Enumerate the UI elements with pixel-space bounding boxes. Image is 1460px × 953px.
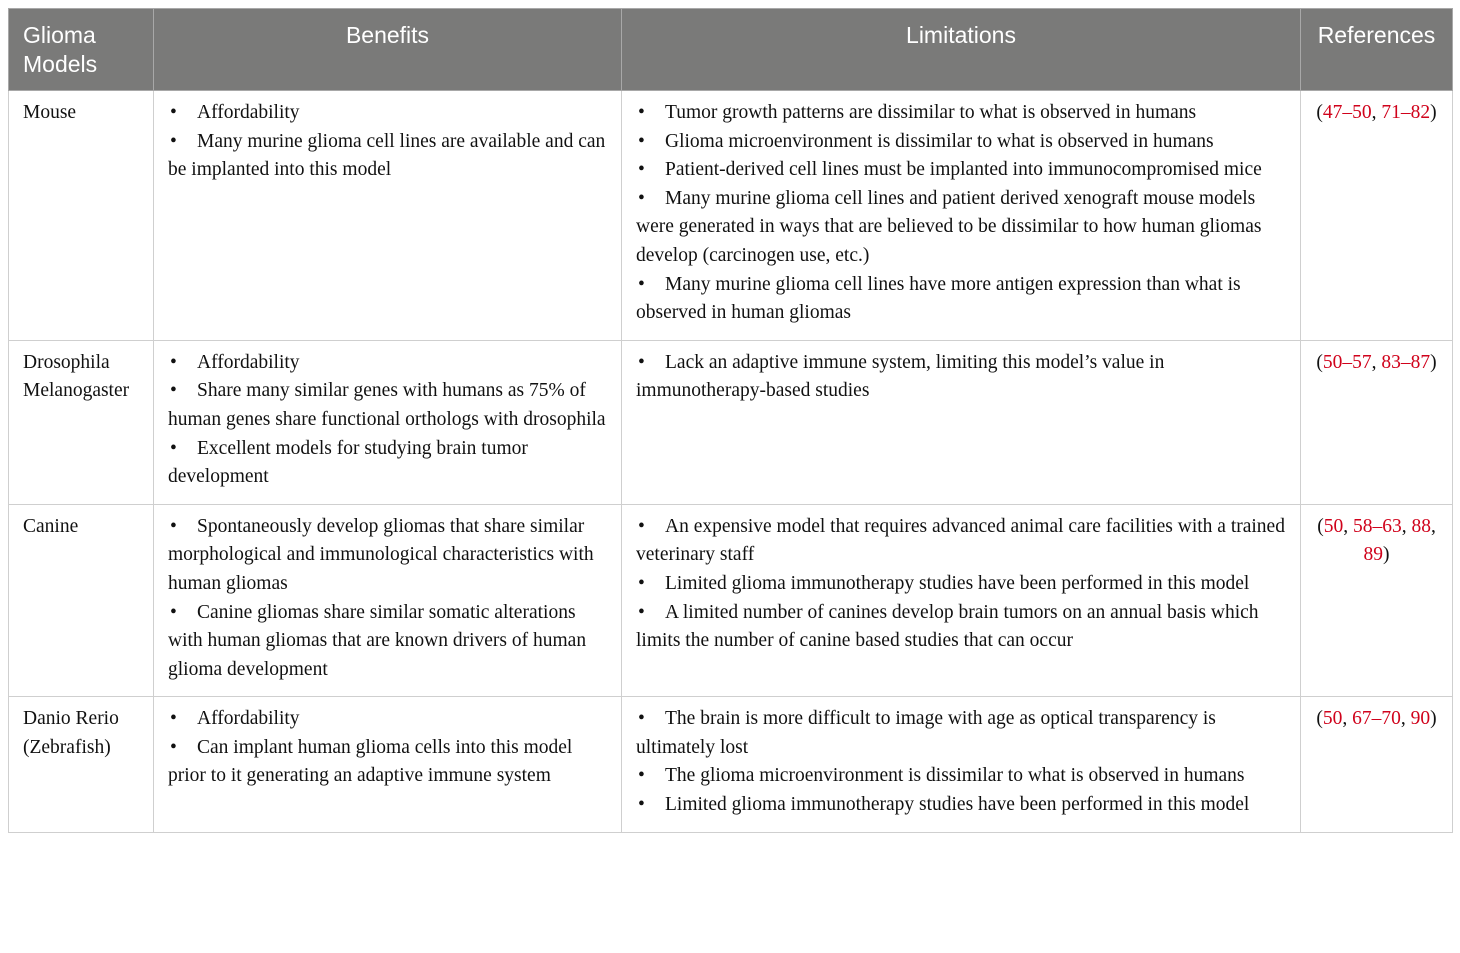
table-header — [9, 9, 1453, 91]
header-glioma-models: Glioma Models — [9, 9, 154, 91]
glioma-models-table — [8, 8, 1453, 833]
reference-link[interactable]: 50 — [1323, 515, 1344, 537]
bullet-icon: • — [638, 515, 645, 537]
benefit-text: Affordability — [197, 351, 300, 373]
limitation-item — [636, 570, 1286, 599]
limitation-text: Many murine glioma cell lines have more antigen expression than what is observed in human gliomas — [636, 273, 1241, 324]
reference-link[interactable]: 50–57 — [1322, 351, 1372, 373]
benefit-list — [168, 513, 607, 685]
reference-link[interactable]: 90 — [1410, 708, 1431, 730]
limitation-text: Patient-derived cell lines must be implanted into immunocompromised mice — [665, 159, 1262, 181]
benefit-list — [168, 349, 607, 492]
reference-link[interactable]: 50 — [1322, 708, 1343, 730]
ref-separator: , — [1401, 515, 1412, 537]
bullet-icon: • — [638, 187, 645, 209]
table-row — [9, 340, 1453, 504]
bullet-icon: • — [638, 159, 645, 181]
reference-link[interactable]: 67–70 — [1352, 708, 1401, 730]
model-name-cell: Danio Rerio (Zebrafish) — [9, 697, 154, 832]
bullet-icon: • — [170, 380, 177, 402]
limitation-text: The brain is more difficult to image with age as optical transparency is ultimately lost — [636, 708, 1216, 758]
benefit-item — [168, 435, 607, 492]
reference-link[interactable]: 88 — [1411, 515, 1431, 537]
table-row — [9, 504, 1453, 697]
ref-separator: , — [1371, 351, 1382, 373]
limitations-cell — [622, 504, 1301, 697]
bullet-icon: • — [170, 130, 177, 152]
benefit-text: Spontaneously develop gliomas that share similar morphological and immunological characteristics with human gliomas — [168, 515, 594, 594]
reference-link[interactable]: 71–82 — [1381, 102, 1431, 123]
ref-open-paren: ( — [1316, 351, 1323, 373]
ref-close-paren: ) — [1430, 708, 1437, 730]
reference-link[interactable]: 83–87 — [1381, 351, 1431, 373]
bullet-icon: • — [170, 601, 177, 623]
bullet-icon: • — [170, 351, 177, 373]
references-cell — [1301, 340, 1453, 504]
limitation-text: Limited glioma immunotherapy studies have been performed in this model — [665, 794, 1250, 816]
limitation-text: Glioma microenvironment is dissimilar to what is observed in humans — [665, 130, 1214, 152]
limitation-item — [636, 599, 1286, 656]
benefit-item — [168, 99, 607, 128]
limitation-item — [636, 513, 1286, 570]
ref-separator: , — [1400, 708, 1411, 730]
bullet-icon: • — [638, 765, 645, 787]
limitations-cell — [622, 697, 1301, 832]
ref-separator: , — [1371, 102, 1382, 123]
references-cell — [1301, 91, 1453, 341]
benefits-cell — [154, 504, 622, 697]
limitation-item — [636, 791, 1286, 820]
benefit-text: Many murine glioma cell lines are available and can be implanted into this model — [168, 130, 606, 181]
limitation-text: Lack an adaptive immune system, limiting this model’s value in immunotherapy-based studies — [636, 351, 1165, 402]
bullet-icon: • — [638, 351, 645, 373]
benefits-cell — [154, 340, 622, 504]
ref-close-paren: ) — [1383, 544, 1390, 566]
limitation-item — [636, 128, 1286, 157]
benefit-item — [168, 513, 607, 599]
limitation-text: Limited glioma immunotherapy studies have been performed in this model — [665, 572, 1250, 594]
limitation-text: An expensive model that requires advanced animal care facilities with a trained veterinary staff — [636, 515, 1285, 566]
ref-open-paren: ( — [1317, 515, 1324, 537]
limitation-list — [636, 513, 1286, 656]
limitations-cell — [622, 91, 1301, 341]
benefit-text: Affordability — [197, 102, 300, 123]
benefit-item — [168, 128, 607, 185]
benefit-item — [168, 349, 607, 378]
benefit-text: Excellent models for studying brain tumor development — [168, 437, 528, 488]
bullet-icon: • — [170, 708, 177, 730]
reference-link[interactable]: 47–50 — [1322, 102, 1372, 123]
limitations-cell — [622, 340, 1301, 504]
reference-link[interactable]: 58–63 — [1352, 515, 1402, 537]
limitation-text: A limited number of canines develop brain tumors on an annual basis which limits the number of canine based studies that can occur — [636, 601, 1259, 652]
limitation-item — [636, 156, 1286, 185]
limitation-text: The glioma microenvironment is dissimilar to what is observed in humans — [665, 765, 1245, 787]
header-limitations: Limitations — [622, 9, 1301, 91]
table-row — [9, 91, 1453, 341]
limitation-item — [636, 349, 1286, 406]
bullet-icon: • — [638, 572, 645, 594]
ref-separator: , — [1430, 515, 1436, 537]
references-cell — [1301, 504, 1453, 697]
limitation-text: Many murine glioma cell lines and patient derived xenograft mouse models were generated in ways that are believed to be dissimilar to how human gliomas develop (carcinogen use, etc.) — [636, 187, 1262, 266]
limitation-list — [636, 349, 1286, 406]
header-row — [9, 9, 1453, 91]
benefit-text: Canine gliomas share similar somatic alterations with human gliomas that are known drivers of human glioma development — [168, 601, 587, 680]
benefit-text: Can implant human glioma cells into this model prior to it generating an adaptive immune system — [168, 736, 573, 787]
references-cell — [1301, 697, 1453, 832]
benefit-item — [168, 599, 607, 685]
limitation-item — [636, 705, 1286, 762]
bullet-icon: • — [638, 273, 645, 295]
benefit-list — [168, 705, 607, 791]
limitation-item — [636, 271, 1286, 328]
benefits-cell — [154, 697, 622, 832]
limitation-list — [636, 705, 1286, 819]
benefit-text: Share many similar genes with humans as 75% of human genes share functional orthologs with drosophila — [168, 380, 606, 430]
table-row — [9, 697, 1453, 832]
bullet-icon: • — [638, 130, 645, 152]
bullet-icon: • — [638, 708, 645, 730]
limitation-text: Tumor growth patterns are dissimilar to what is observed in humans — [665, 102, 1197, 123]
ref-open-paren: ( — [1316, 102, 1323, 123]
model-name-cell: Mouse — [9, 91, 154, 341]
ref-separator: , — [1343, 515, 1353, 537]
bullet-icon: • — [170, 102, 177, 123]
limitation-item — [636, 99, 1286, 128]
ref-close-paren: ) — [1430, 351, 1437, 373]
benefit-list — [168, 99, 607, 185]
benefit-text: Affordability — [197, 708, 300, 730]
bullet-icon: • — [638, 102, 645, 123]
reference-link[interactable]: 89 — [1363, 544, 1383, 566]
ref-separator: , — [1342, 708, 1353, 730]
ref-close-paren: ) — [1430, 102, 1437, 123]
ref-open-paren: ( — [1316, 708, 1323, 730]
benefit-item — [168, 734, 607, 791]
limitation-item — [636, 185, 1286, 271]
benefit-item — [168, 377, 607, 434]
benefits-cell — [154, 91, 622, 341]
bullet-icon: • — [170, 437, 177, 459]
bullet-icon: • — [170, 736, 177, 758]
bullet-icon: • — [638, 601, 645, 623]
model-name-cell: Canine — [9, 504, 154, 697]
limitation-item — [636, 762, 1286, 791]
bullet-icon: • — [170, 515, 177, 537]
header-references: References — [1301, 9, 1453, 91]
header-benefits: Benefits — [154, 9, 622, 91]
limitation-list — [636, 99, 1286, 328]
model-name-cell: Drosophila Melanogaster — [9, 340, 154, 504]
bullet-icon: • — [638, 794, 645, 816]
benefit-item — [168, 705, 607, 734]
table-body — [9, 91, 1453, 833]
